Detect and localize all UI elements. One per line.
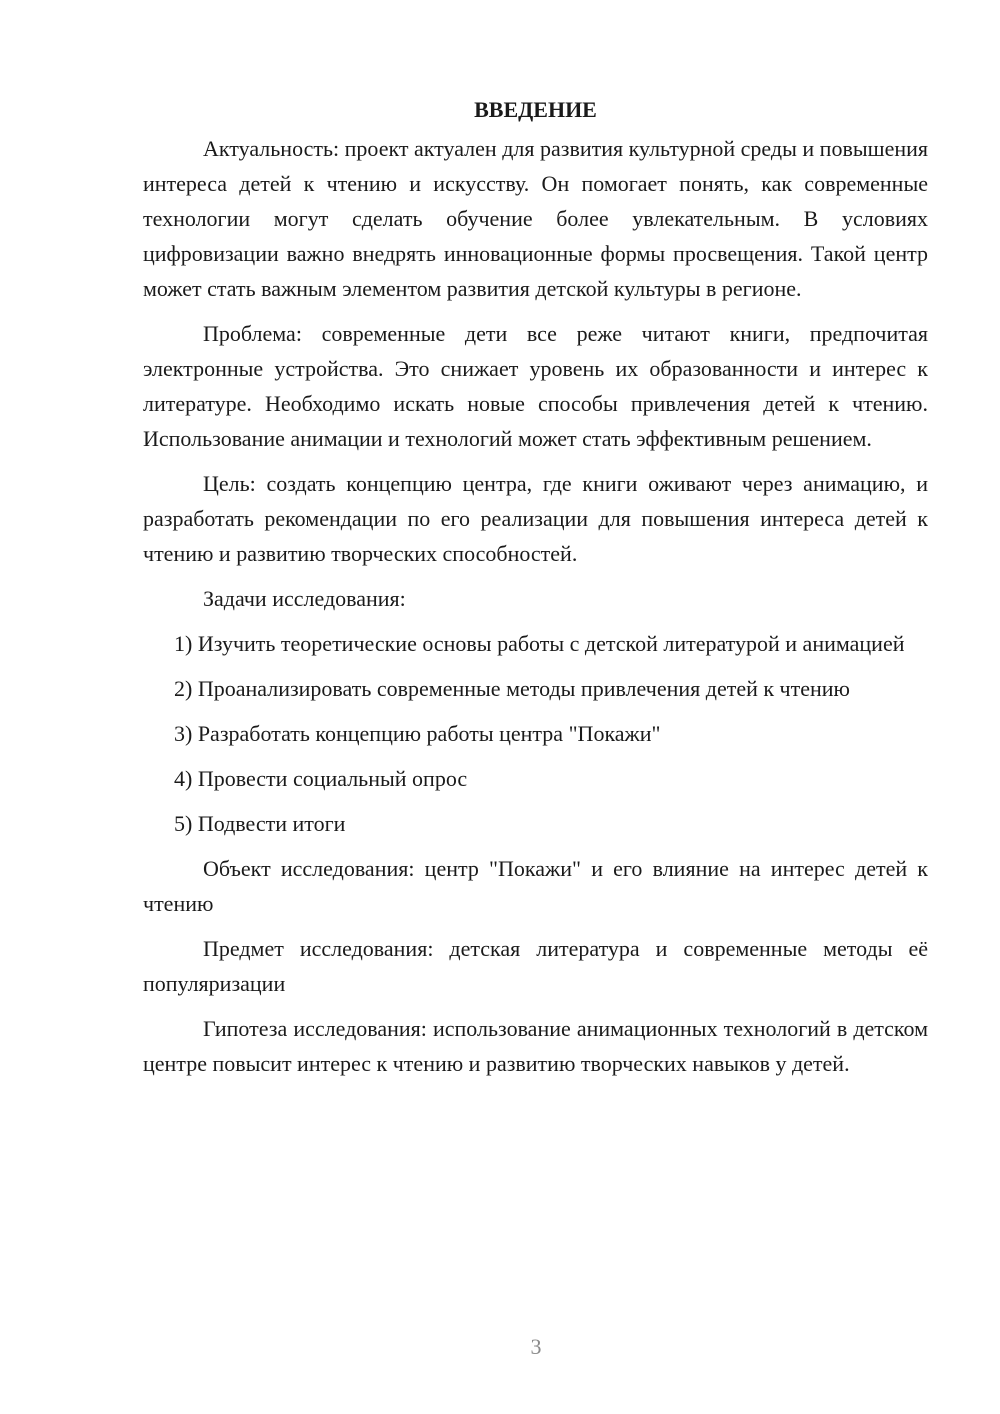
section-title: ВВЕДЕНИЕ: [474, 97, 597, 122]
hypothesis-paragraph: Гипотеза исследования: использование анимационных технологий в детском центре повысит интерес к чтению и развитию творческих навыков у детей.: [143, 1016, 928, 1076]
subject-paragraph: Предмет исследования: детская литература и современные методы её популяризации: [143, 936, 928, 996]
tasks-heading: Задачи исследования:: [203, 586, 406, 611]
page-number: 3: [530, 1334, 542, 1359]
relevance-paragraph: Актуальность: проект актуален для развития культурной среды и повышения интереса детей к чтению и искусству. Он помогает понять, как современные технологии могут сделать обучение более увлекательным. В условиях цифровизации важно внедрять инновационные формы просвещения. Такой центр может стать важным элементом развития детской культуры в регионе.: [143, 136, 928, 301]
task-item: 2) Проанализировать современные методы привлечения детей к чтению: [174, 676, 850, 701]
page-content: [143, 92, 928, 1091]
object-paragraph: Объект исследования: центр "Покажи" и его влияние на интерес детей к чтению: [143, 856, 928, 916]
task-item: 1) Изучить теоретические основы работы с детской литературой и анимацией: [174, 631, 905, 656]
problem-paragraph: Проблема: современные дети все реже читают книги, предпочитая электронные устройства. Это снижает уровень их образованности и интерес к литературе. Необходимо искать новые способы привлечения детей к чтению. Использование анимации и технологий может стать эффективным решением.: [143, 321, 928, 451]
task-item: 4) Провести социальный опрос: [174, 766, 468, 791]
task-item: 3) Разработать концепцию работы центра "Покажи": [174, 721, 661, 746]
task-item: 5) Подвести итоги: [174, 811, 346, 836]
goal-paragraph: Цель: создать концепцию центра, где книги оживают через анимацию, и разработать рекомендации по его реализации для повышения интереса детей к чтению и развитию творческих способностей.: [143, 471, 928, 566]
